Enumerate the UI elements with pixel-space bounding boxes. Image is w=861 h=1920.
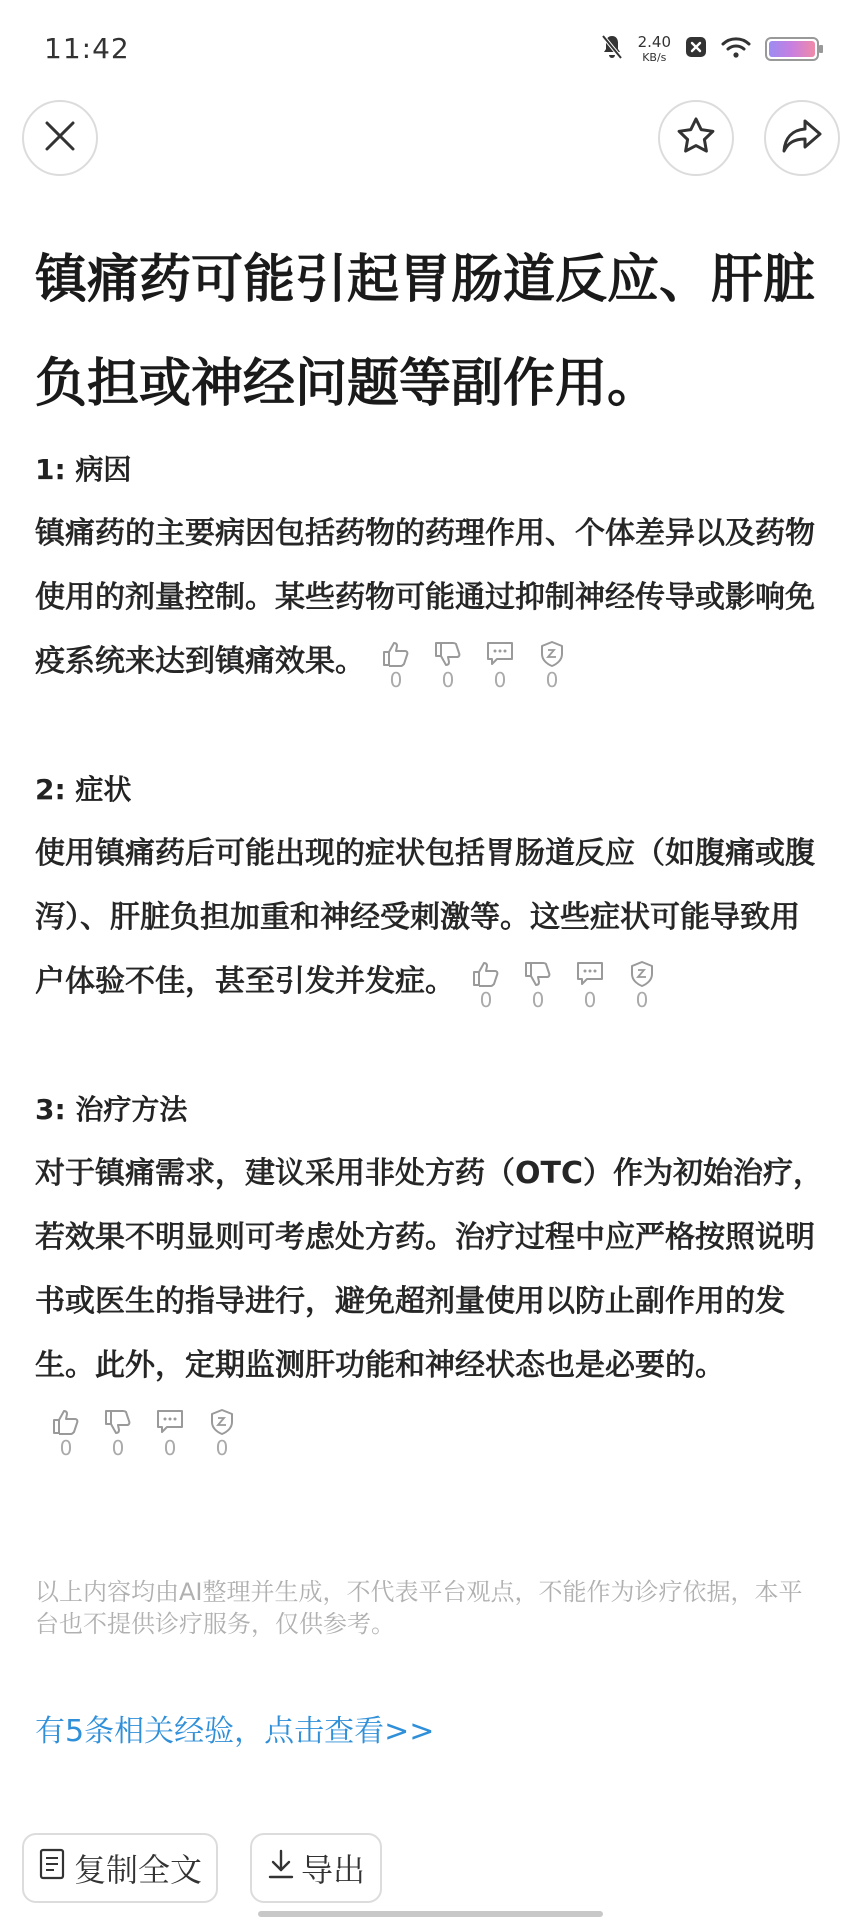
section-heading: 1: 病因 bbox=[35, 453, 132, 486]
bell-off-icon bbox=[600, 34, 624, 64]
section-body bbox=[35, 822, 825, 1014]
home-indicator[interactable] bbox=[258, 1911, 603, 1917]
section-text: 使用镇痛药后可能出现的症状包括胃肠道反应（如腹痛或腹泻）、肝脏负担加重和神经受刺激等。这些症状可能导致用户体验不佳，甚至引发并发症。 bbox=[35, 836, 815, 999]
like-count: 0 bbox=[479, 988, 493, 1012]
status-time: 11:42 bbox=[44, 32, 130, 65]
verify-button[interactable] bbox=[205, 1408, 239, 1458]
ai-disclaimer: 以上内容均由AI整理并生成，不代表平台观点，不能作为诊疗依据，本平台也不提供诊疗服务，仅供参考。 bbox=[35, 1578, 803, 1638]
comment-count: 0 bbox=[493, 668, 507, 692]
feedback-bar bbox=[379, 640, 569, 690]
net-speed-unit: KB/s bbox=[642, 51, 667, 64]
shield-icon bbox=[537, 640, 567, 668]
comment-button[interactable] bbox=[573, 960, 607, 1010]
export-button[interactable] bbox=[250, 1833, 382, 1903]
dislike-count: 0 bbox=[441, 668, 455, 692]
section-cause bbox=[35, 448, 825, 694]
thumbs-down-icon bbox=[103, 1408, 133, 1436]
thumbs-down-icon bbox=[433, 640, 463, 668]
comment-button[interactable] bbox=[153, 1408, 187, 1458]
like-button[interactable] bbox=[379, 640, 413, 690]
article-title: 镇痛药可能引起胃肠道反应、肝脏负担或神经问题等副作用。 bbox=[35, 250, 816, 414]
comment-icon bbox=[485, 640, 515, 668]
status-bar bbox=[0, 0, 861, 100]
thumbs-down-icon bbox=[523, 960, 553, 988]
battery-icon bbox=[765, 37, 819, 61]
section-text: 镇痛药的主要病因包括药物的药理作用、个体差异以及药物使用的剂量控制。某些药物可能通过抑制神经传导或影响免疫系统来达到镇痛效果。 bbox=[35, 516, 815, 679]
share-icon bbox=[781, 118, 823, 158]
copy-all-label: 复制全文 bbox=[73, 1851, 202, 1889]
dislike-count: 0 bbox=[111, 1436, 125, 1460]
favorite-button[interactable] bbox=[658, 100, 734, 176]
thumbs-up-icon bbox=[51, 1408, 81, 1436]
dislike-button[interactable] bbox=[521, 960, 555, 1010]
status-icons bbox=[600, 34, 819, 64]
verify-button[interactable] bbox=[535, 640, 569, 690]
close-box-icon bbox=[685, 36, 707, 62]
shield-icon bbox=[627, 960, 657, 988]
comment-count: 0 bbox=[163, 1436, 177, 1460]
feedback-bar bbox=[49, 1408, 239, 1458]
comment-button[interactable] bbox=[483, 640, 517, 690]
verify-count: 0 bbox=[215, 1436, 229, 1460]
thumbs-up-icon bbox=[471, 960, 501, 988]
wifi-icon bbox=[721, 36, 751, 62]
download-icon bbox=[267, 1848, 295, 1888]
dislike-button[interactable] bbox=[101, 1408, 135, 1458]
star-icon bbox=[676, 116, 716, 160]
close-icon bbox=[43, 119, 77, 157]
like-button[interactable] bbox=[469, 960, 503, 1010]
share-button[interactable] bbox=[764, 100, 840, 176]
net-speed-value: 2.40 bbox=[637, 33, 671, 51]
comment-icon bbox=[575, 960, 605, 988]
document-icon bbox=[38, 1848, 68, 1888]
section-body bbox=[35, 1142, 825, 1462]
export-label: 导出 bbox=[300, 1851, 365, 1889]
like-count: 0 bbox=[59, 1436, 73, 1460]
related-experience-link[interactable]: 有5条相关经验，点击查看>> bbox=[35, 1714, 435, 1749]
comment-count: 0 bbox=[583, 988, 597, 1012]
verify-count: 0 bbox=[545, 668, 559, 692]
copy-all-button[interactable] bbox=[22, 1833, 218, 1903]
dislike-button[interactable] bbox=[431, 640, 465, 690]
thumbs-up-icon bbox=[381, 640, 411, 668]
feedback-bar bbox=[469, 960, 659, 1010]
dislike-count: 0 bbox=[531, 988, 545, 1012]
comment-icon bbox=[155, 1408, 185, 1436]
verify-count: 0 bbox=[635, 988, 649, 1012]
net-speed bbox=[638, 35, 671, 63]
like-button[interactable] bbox=[49, 1408, 83, 1458]
close-button[interactable] bbox=[22, 100, 98, 176]
verify-button[interactable] bbox=[625, 960, 659, 1010]
section-symptoms bbox=[35, 768, 825, 1014]
section-heading: 2: 症状 bbox=[35, 773, 132, 806]
shield-icon bbox=[207, 1408, 237, 1436]
section-heading: 3: 治疗方法 bbox=[35, 1093, 188, 1126]
section-text: 对于镇痛需求，建议采用非处方药（OTC）作为初始治疗，若效果不明显则可考虑处方药。治疗过程中应严格按照说明书或医生的指导进行，避免超剂量使用以防止副作用的发生。此外，定期监测肝功能和神经状态也是必要的。 bbox=[35, 1156, 823, 1383]
section-treatment bbox=[35, 1088, 825, 1462]
section-body bbox=[35, 502, 825, 694]
like-count: 0 bbox=[389, 668, 403, 692]
